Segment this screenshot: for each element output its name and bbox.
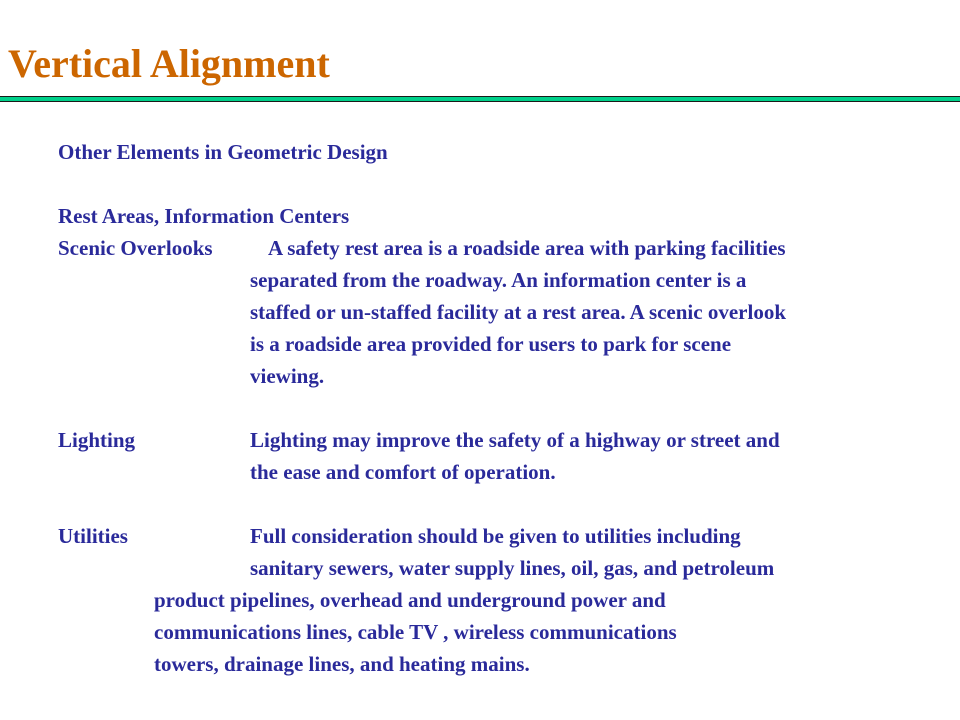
utilities-description-line: Full consideration should be given to utilities including — [250, 524, 741, 548]
utilities-continuation-line: towers, drainage lines, and heating mains. — [154, 652, 530, 676]
slide-title: Vertical Alignment — [8, 41, 330, 86]
scenic-description-line: staffed or un-staffed facility at a rest area. A scenic overlook — [250, 300, 786, 324]
scenic-description-line: separated from the roadway. An information center is a — [250, 268, 747, 292]
rest-areas-label: Rest Areas, Information Centers — [58, 204, 350, 228]
lighting-label: Lighting — [58, 428, 136, 452]
section-heading: Other Elements in Geometric Design — [58, 140, 388, 164]
utilities-continuation-line: product pipelines, overhead and underground power and — [154, 588, 666, 612]
utilities-continuation-line: communications lines, cable TV , wireless communications — [154, 620, 677, 644]
scenic-description-line: A safety rest area is a roadside area with parking facilities — [268, 236, 786, 260]
lighting-description-line: the ease and comfort of operation. — [250, 460, 556, 484]
scenic-description-line: viewing. — [250, 364, 325, 388]
lighting-description-line: Lighting may improve the safety of a highway or street and — [250, 428, 780, 452]
scenic-overlooks-label: Scenic Overlooks — [58, 236, 213, 260]
title-divider — [0, 96, 960, 102]
scenic-description-line: is a roadside area provided for users to park for scene — [250, 332, 732, 356]
utilities-description-line: sanitary sewers, water supply lines, oil, gas, and petroleum — [250, 556, 775, 580]
utilities-label: Utilities — [58, 524, 128, 548]
